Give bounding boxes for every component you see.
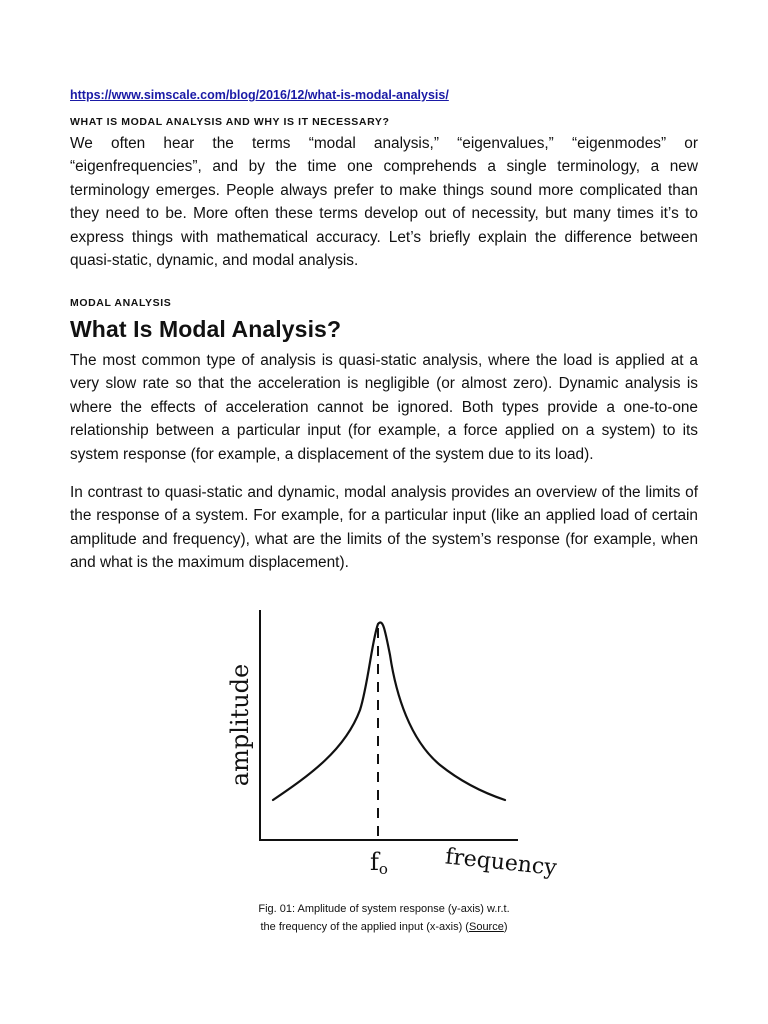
source-caption-link[interactable]: Source	[468, 921, 504, 933]
response-curve	[273, 622, 505, 800]
figure-caption	[0, 900, 768, 936]
figure-caption-line-1: Fig. 01: Amplitude of system response (y-axis) w.r.t.	[258, 903, 510, 915]
section-caption: WHAT IS MODAL ANALYSIS AND WHY IS IT NECESSARY?	[70, 116, 390, 128]
peak-frequency-label: fo	[370, 848, 388, 878]
section-caption-modal: MODAL ANALYSIS	[70, 297, 172, 309]
body-paragraph-1: The most common type of analysis is quasi-static analysis, where the load is applied at a very slow rate so that the acceleration is negligible (or almost zero). Dynamic analysis is where the effects of acceleration cannot be ignored. Both types provide a one-to-one relationship between a particular input (for example, a force applied on a system) to its system response (for example, a displacement of the system due to its load).	[70, 352, 698, 463]
page-heading: What Is Modal Analysis?	[70, 316, 342, 342]
x-axis-label: frequency	[443, 844, 558, 881]
body-paragraph-2: In contrast to quasi-static and dynamic, modal analysis provides an overview of the limits of the response of a system. For example, for a particular input (like an applied load of certain amplitude and frequency), what are the limits of the system’s response (for example, when and what is the maximum displacement).	[70, 484, 698, 572]
source-link[interactable]: https://www.simscale.com/blog/2016/12/what-is-modal-analysis/	[70, 88, 449, 102]
figure-caption-line-2: the frequency of the applied input (x-axis) (Source)	[260, 921, 508, 933]
y-axis-label: amplitude	[226, 663, 254, 787]
resonance-figure	[200, 600, 560, 890]
intro-paragraph: We often hear the terms “modal analysis,” “eigenvalues,” “eigenmodes” or “eigenfrequencies”, and by the time one comprehends a single terminology, a new terminology emerges. People always prefer to make things sound more complicated than they need to be. More often these terms develop out of necessity, but many times it’s to express things with mathematical accuracy. Let’s briefly explain the difference between quasi-static, dynamic, and modal analysis.	[70, 135, 698, 270]
